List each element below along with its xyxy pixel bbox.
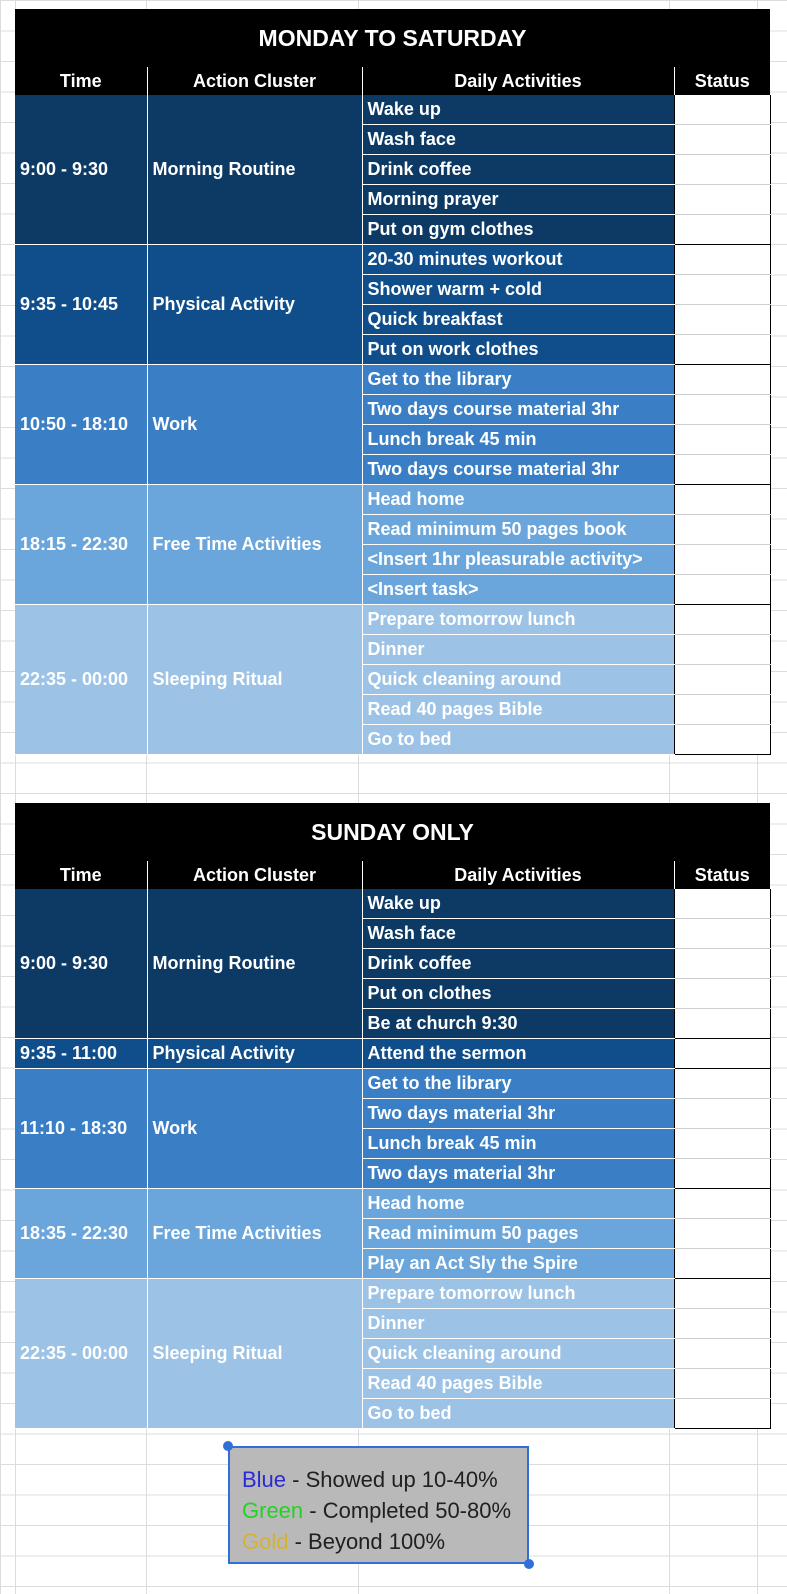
status-cell[interactable] [674, 1069, 770, 1099]
weekday-title[interactable]: MONDAY TO SATURDAY [15, 9, 770, 67]
action-cluster-cell[interactable]: Work [147, 1069, 362, 1189]
action-cluster-cell[interactable]: Free Time Activities [147, 485, 362, 605]
status-cell[interactable] [674, 305, 770, 335]
activity-cell[interactable]: Be at church 9:30 [362, 1009, 674, 1039]
activity-cell[interactable]: Wash face [362, 125, 674, 155]
status-cell[interactable] [674, 1129, 770, 1159]
time-cell[interactable]: 9:00 - 9:30 [15, 889, 147, 1039]
time-cell[interactable]: 9:35 - 11:00 [15, 1039, 147, 1069]
status-cell[interactable] [674, 1399, 770, 1429]
status-cell[interactable] [674, 455, 770, 485]
time-cell[interactable]: 9:00 - 9:30 [15, 95, 147, 245]
activity-cell[interactable]: Get to the library [362, 1069, 674, 1099]
status-cell[interactable] [674, 125, 770, 155]
status-cell[interactable] [674, 365, 770, 395]
status-cell[interactable] [674, 919, 770, 949]
activity-cell[interactable]: Put on clothes [362, 979, 674, 1009]
activity-cell[interactable]: <Insert 1hr pleasurable activity> [362, 545, 674, 575]
activity-cell[interactable]: Put on gym clothes [362, 215, 674, 245]
status-cell[interactable] [674, 425, 770, 455]
status-cell[interactable] [674, 1309, 770, 1339]
time-cell[interactable]: 10:50 - 18:10 [15, 365, 147, 485]
status-cell[interactable] [674, 1219, 770, 1249]
legend-line-blue [242, 1464, 527, 1495]
status-cell[interactable] [674, 889, 770, 919]
action-cluster-cell[interactable]: Sleeping Ritual [147, 605, 362, 755]
status-cell[interactable] [674, 695, 770, 725]
activity-cell[interactable]: Head home [362, 485, 674, 515]
activity-cell[interactable]: Dinner [362, 635, 674, 665]
activity-cell[interactable]: Drink coffee [362, 949, 674, 979]
sunday-rows [15, 889, 770, 1429]
activity-cell[interactable]: Quick cleaning around [362, 1339, 674, 1369]
status-cell[interactable] [674, 725, 770, 755]
weekday-rows [15, 95, 770, 755]
activity-cell[interactable]: Drink coffee [362, 155, 674, 185]
legend-desc-gold: - Beyond 100% [288, 1529, 446, 1554]
action-cluster-cell[interactable]: Physical Activity [147, 245, 362, 365]
header-daily-activities[interactable]: Daily Activities [362, 861, 674, 889]
status-cell[interactable] [674, 1249, 770, 1279]
status-cell[interactable] [674, 1369, 770, 1399]
activity-cell[interactable]: Morning prayer [362, 185, 674, 215]
table-row [15, 245, 770, 275]
legend-word-green: Green [242, 1498, 304, 1523]
status-cell[interactable] [674, 605, 770, 635]
status-cell[interactable] [674, 185, 770, 215]
legend-word-blue: Blue [242, 1467, 287, 1492]
table-row [15, 95, 770, 125]
time-cell[interactable]: 9:35 - 10:45 [15, 245, 147, 365]
activity-cell[interactable]: Prepare tomorrow lunch [362, 605, 674, 635]
status-cell[interactable] [674, 395, 770, 425]
activity-cell[interactable]: Wake up [362, 889, 674, 919]
legend-line-green [242, 1495, 527, 1526]
action-cluster-cell[interactable]: Work [147, 365, 362, 485]
header-time[interactable]: Time [15, 67, 147, 95]
status-cell[interactable] [674, 215, 770, 245]
status-cell[interactable] [674, 485, 770, 515]
activity-cell[interactable]: Shower warm + cold [362, 275, 674, 305]
legend-desc-green: - Completed 50-80% [303, 1498, 512, 1523]
activity-cell[interactable]: Attend the sermon [362, 1039, 674, 1069]
header-status[interactable]: Status [674, 67, 770, 95]
resize-handle-bottom-right[interactable] [524, 1559, 534, 1569]
resize-handle-top-left[interactable] [223, 1441, 233, 1451]
activity-cell[interactable]: Play an Act Sly the Spire [362, 1249, 674, 1279]
activity-cell[interactable]: Lunch break 45 min [362, 425, 674, 455]
header-action-cluster[interactable]: Action Cluster [147, 67, 362, 95]
status-cell[interactable] [674, 155, 770, 185]
activity-cell[interactable]: Wash face [362, 919, 674, 949]
table-row [15, 1069, 770, 1099]
status-cell[interactable] [674, 575, 770, 605]
activity-cell[interactable]: Read 40 pages Bible [362, 1369, 674, 1399]
status-cell[interactable] [674, 1189, 770, 1219]
time-cell[interactable]: 22:35 - 00:00 [15, 605, 147, 755]
activity-cell[interactable]: Two days course material 3hr [362, 395, 674, 425]
status-cell[interactable] [674, 1339, 770, 1369]
activity-cell[interactable]: Head home [362, 1189, 674, 1219]
status-cell[interactable] [674, 95, 770, 125]
table-row [15, 605, 770, 635]
time-cell[interactable]: 18:15 - 22:30 [15, 485, 147, 605]
table-row [15, 365, 770, 395]
activity-cell[interactable]: Get to the library [362, 365, 674, 395]
activity-cell[interactable]: Dinner [362, 1309, 674, 1339]
status-cell[interactable] [674, 1099, 770, 1129]
activity-cell[interactable]: Quick breakfast [362, 305, 674, 335]
activity-cell[interactable]: Quick cleaning around [362, 665, 674, 695]
table-row [15, 1279, 770, 1309]
activity-cell[interactable]: Read minimum 50 pages [362, 1219, 674, 1249]
activity-cell[interactable]: <Insert task> [362, 575, 674, 605]
activity-cell[interactable]: Two days material 3hr [362, 1159, 674, 1189]
table-row [15, 1189, 770, 1219]
activity-cell[interactable]: Prepare tomorrow lunch [362, 1279, 674, 1309]
sunday-schedule-table [15, 803, 771, 1429]
action-cluster-cell[interactable]: Morning Routine [147, 95, 362, 245]
status-cell[interactable] [674, 1279, 770, 1309]
activity-cell[interactable]: Go to bed [362, 725, 674, 755]
activity-cell[interactable]: Two days material 3hr [362, 1099, 674, 1129]
activity-cell[interactable]: Read minimum 50 pages book [362, 515, 674, 545]
weekday-schedule-table [15, 9, 771, 755]
action-cluster-cell[interactable]: Morning Routine [147, 889, 362, 1039]
action-cluster-cell[interactable]: Free Time Activities [147, 1189, 362, 1279]
status-cell[interactable] [674, 275, 770, 305]
activity-cell[interactable]: 20-30 minutes workout [362, 245, 674, 275]
status-cell[interactable] [674, 1039, 770, 1069]
status-cell[interactable] [674, 635, 770, 665]
time-cell[interactable]: 11:10 - 18:30 [15, 1069, 147, 1189]
status-cell[interactable] [674, 545, 770, 575]
activity-cell[interactable]: Go to bed [362, 1399, 674, 1429]
header-action-cluster[interactable]: Action Cluster [147, 861, 362, 889]
status-cell[interactable] [674, 335, 770, 365]
status-cell[interactable] [674, 949, 770, 979]
sunday-title[interactable]: SUNDAY ONLY [15, 803, 770, 861]
table-row [15, 485, 770, 515]
table-row [15, 889, 770, 919]
table-row [15, 1039, 770, 1069]
status-cell[interactable] [674, 979, 770, 1009]
status-cell[interactable] [674, 1159, 770, 1189]
activity-cell[interactable]: Two days course material 3hr [362, 455, 674, 485]
activity-cell[interactable]: Lunch break 45 min [362, 1129, 674, 1159]
legend-desc-blue: - Showed up 10-40% [286, 1467, 498, 1492]
header-status[interactable]: Status [674, 861, 770, 889]
time-cell[interactable]: 18:35 - 22:30 [15, 1189, 147, 1279]
status-cell[interactable] [674, 665, 770, 695]
legend-line-gold [242, 1526, 527, 1557]
action-cluster-cell[interactable]: Physical Activity [147, 1039, 362, 1069]
header-time[interactable]: Time [15, 861, 147, 889]
time-cell[interactable]: 22:35 - 00:00 [15, 1279, 147, 1429]
legend-textbox[interactable] [228, 1446, 529, 1564]
activity-cell[interactable]: Wake up [362, 95, 674, 125]
activity-cell[interactable]: Read 40 pages Bible [362, 695, 674, 725]
activity-cell[interactable]: Put on work clothes [362, 335, 674, 365]
status-cell[interactable] [674, 245, 770, 275]
legend-word-gold: Gold [242, 1529, 289, 1554]
status-cell[interactable] [674, 1009, 770, 1039]
status-cell[interactable] [674, 515, 770, 545]
action-cluster-cell[interactable]: Sleeping Ritual [147, 1279, 362, 1429]
header-daily-activities[interactable]: Daily Activities [362, 67, 674, 95]
